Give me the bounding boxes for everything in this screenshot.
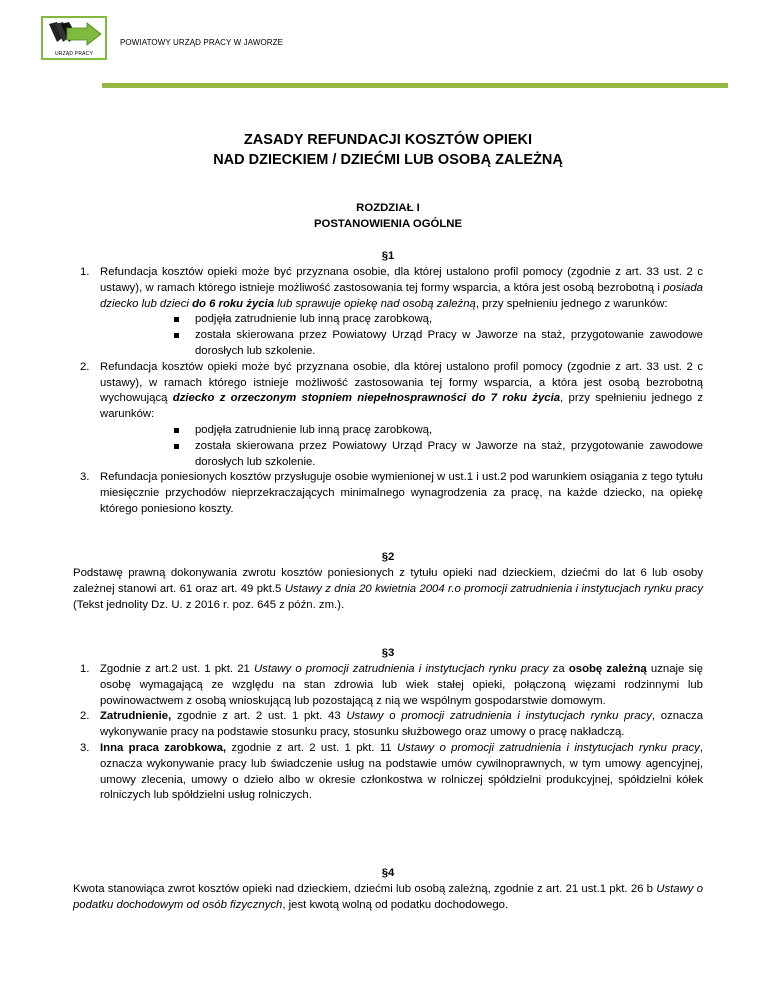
bullet-item: podjęła zatrudnienie lub inną pracę zarobkową, (100, 312, 703, 328)
chapter-title: POSTANOWIENIA OGÓLNE (313, 218, 463, 230)
item-number: 3. (80, 471, 90, 484)
list-item: 3. Refundacja poniesionych kosztów przysługuje osobie wymienionej w ust.1 i ust.2 pod warunkiem osiągania z tego tytułu miesięcznie przychodów nieprzekraczających minimalnego wynagrodzenia za pracę, na każde dziecko, na opiekę którego poniesiono koszty. (80, 471, 703, 515)
section-1 (73, 265, 703, 518)
section-2-heading: §2 (381, 551, 395, 563)
logo (41, 16, 107, 60)
section-4-heading: §4 (381, 867, 395, 879)
square-bullet-icon (174, 333, 179, 338)
section-2: Podstawę prawną dokonywania zwrotu kosztów poniesionych z tytułu opieki nad dzieckiem, dziećmi do lat 6 lub osoby zależnej stanowi art. 61 oraz art. 49 pkt.5 Ustawy z dnia 20 kwietnia 2004 r.o promocji zatrudnienia i instytucjach rynku pracy (Tekst jednolity Dz. U. z 2016 r. poz. 645 z późn. zm.). (73, 567, 703, 611)
section-4: Kwota stanowiąca zwrot kosztów opieki nad dzieckiem, dziećmi lub osobą zależną, zgodnie z art. 21 ust.1 pkt. 26 b Ustawy o podatku dochodowym od osób fizycznych, jest kwotą wolną od podatku dochodowego. (73, 883, 703, 911)
item-number: 1. (80, 266, 90, 278)
item-number: 2. (80, 360, 90, 373)
square-bullet-icon (174, 444, 179, 449)
list-item: 1. Refundacja kosztów opieki może być przyznana osobie, dla której ustalono profil pomocy (zgodnie z art. 33 ust. 2 c ustawy), w ramach którego istnieje możliwość zastosowania tej formy wsparcia, a która jest osobą bezrobotną i posiada dziecko lub dzieci do 6 roku życia lub sprawuje opiekę nad osobą zależną, przy spełnieniu jednego z warunków: podjęła zatrudnienie lub inną pracę zarobkową, została skierowana przez Powiatowy Urząd Pracy w Jaworze na staż, przygotowanie zawodowe dorosłych lub szkolenie. (73, 265, 703, 360)
square-bullet-icon (174, 428, 179, 433)
list-item: 3. Inna praca zarobkowa, zgodnie z art. 2 ust. 1 pkt. 11 Ustawy o promocji zatrudnienia i instytucjach rynku pracy, oznacza wykonywanie pracy lub świadczenie usług na podstawie umów cywilnoprawnych, w tym umowy agencyjnej, umowy zlecenia, umowy o dzieło albo w okresie członkostwa w rolniczej spółdzielni produkcyjnej, spółdzielni kółek rolniczych lub spółdzielni usług rolniczych. (80, 741, 703, 802)
bullet-item: została skierowana przez Powiatowy Urząd Pracy w Jaworze na staż, przygotowanie zawodowe dorosłych lub szkolenie. (100, 328, 703, 360)
item-number: 3. (80, 741, 90, 754)
item-number: 1. (80, 663, 90, 675)
document-title (73, 130, 703, 170)
section-3-heading: §3 (381, 647, 395, 659)
section-3 (73, 662, 703, 804)
bullet-item: została skierowana przez Powiatowy Urząd Pracy w Jaworze na staż, przygotowanie zawodowe dorosłych lub szkolenie. (100, 439, 703, 471)
section-1-heading: §1 (381, 250, 395, 262)
chapter-heading (73, 200, 703, 232)
square-bullet-icon (174, 317, 179, 322)
logo-text: URZĄD PRACY (54, 51, 94, 57)
logo-arrows-icon (47, 20, 103, 48)
list-item: 2. Refundacja kosztów opieki może być przyznana osobie, dla której ustalono profil pomocy (zgodnie z art. 33 ust. 2 c ustawy), w ramach którego istnieje możliwość zastosowania tej formy wsparcia, a która jest osobą bezrobotną wychowującą dziecko z orzeczonym stopniem niepełnosprawności do 7 roku życia, przy spełnieniu jednego z warunków: podjęła zatrudnienie lub inną pracę zarobkową, została skierowana przez Powiatowy Urząd Pracy w Jaworze na staż, przygotowanie zawodowe dorosłych lub szkolenie. (73, 360, 703, 471)
list-item: 1. Zgodnie z art.2 ust. 1 pkt. 21 Ustawy o promocji zatrudnienia i instytucjach rynku pracy za osobę zależną uznaje się osobę wymagającą ze względu na stan zdrowia lub wiek stałej opieki, połączoną więzami rodzinnymi lub powinowactwem z osobą wnioskującą lub pozostającą z nią we wspólnym gospodarstwie domowym. (80, 663, 703, 707)
title-line-1: ZASADY REFUNDACJI KOSZTÓW OPIEKI (243, 132, 533, 148)
title-line-2: NAD DZIECKIEM / DZIEĆMI LUB OSOBĄ ZALEŻNĄ (213, 152, 563, 168)
chapter-number: ROZDZIAŁ I (356, 202, 420, 214)
list-item: 2. Zatrudnienie, zgodnie z art. 2 ust. 1 pkt. 43 Ustawy o promocji zatrudnienia i instytucjach rynku pracy, oznacza wykonywanie pracy na podstawie stosunku pracy, stosunku służbowego oraz umowy o pracę nakładczą. (80, 710, 704, 739)
org-name: POWIATOWY URZĄD PRACY W JAWORZE (120, 38, 284, 47)
bullet-item: podjęła zatrudnienie lub inną pracę zarobkową, (100, 423, 703, 439)
item-number: 2. (80, 710, 90, 723)
header-divider (102, 83, 728, 88)
